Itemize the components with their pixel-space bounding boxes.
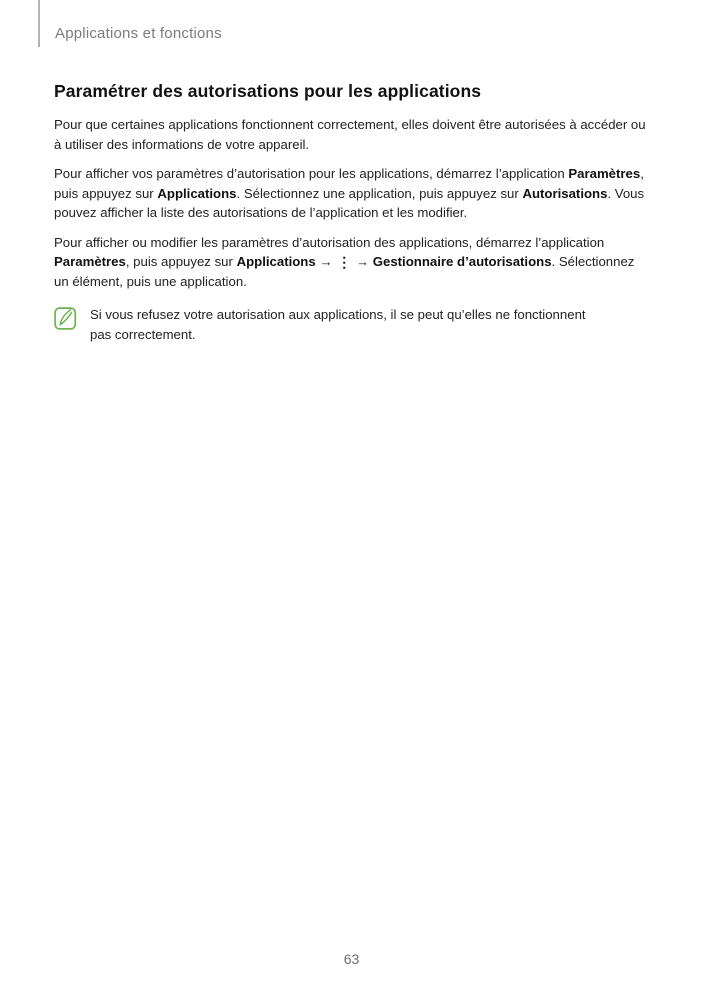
text-segment: Pour afficher ou modifier les paramètres d’autorisation des applications, démarrez l’application <box>54 234 605 250</box>
text-segment: → <box>352 254 373 269</box>
paragraph <box>54 115 650 154</box>
page-number: 63 <box>343 951 360 967</box>
text-segment: → <box>315 254 337 269</box>
note-icon <box>54 305 78 336</box>
note-text: Si vous refusez votre autorisation aux applications, il se peut qu’elles ne fonctionnent pas correctement. <box>90 307 586 342</box>
text-segment: Pour que certaines applications fonctionnent correctement, elles doivent être autorisées à accéder ou à utiliser des informations de votre appareil. <box>54 117 646 152</box>
text-segment: Autorisations <box>522 185 608 201</box>
more-options-icon: ⋮ <box>337 254 352 270</box>
text-segment: Applications <box>157 185 237 201</box>
text-segment: Applications <box>236 254 316 269</box>
text-segment: . Vous pouvez afficher la liste des autorisations de l’application et les modifier. <box>54 185 645 220</box>
section-heading: Paramétrer des autorisations pour les applications <box>54 81 482 101</box>
note-block <box>54 305 650 344</box>
page-content <box>54 81 650 344</box>
chapter-header: Applications et fonctions <box>55 25 222 42</box>
paragraph <box>54 233 650 292</box>
text-segment: . Sélectionnez un élément, puis une application. <box>54 254 635 289</box>
paragraph <box>54 164 650 223</box>
text-segment: . Sélectionnez une application, puis appuyez sur <box>236 185 523 201</box>
header-divider-line <box>38 0 40 47</box>
text-segment: Pour afficher vos paramètres d’autorisation pour les applications, démarrez l’application <box>54 166 569 181</box>
text-segment: , puis appuyez sur <box>54 166 644 201</box>
text-segment: Gestionnaire d’autorisations <box>372 254 552 269</box>
text-segment: , puis appuyez sur <box>125 254 237 269</box>
text-segment: Paramètres <box>568 166 641 181</box>
text-segment: Paramètres <box>54 254 126 269</box>
